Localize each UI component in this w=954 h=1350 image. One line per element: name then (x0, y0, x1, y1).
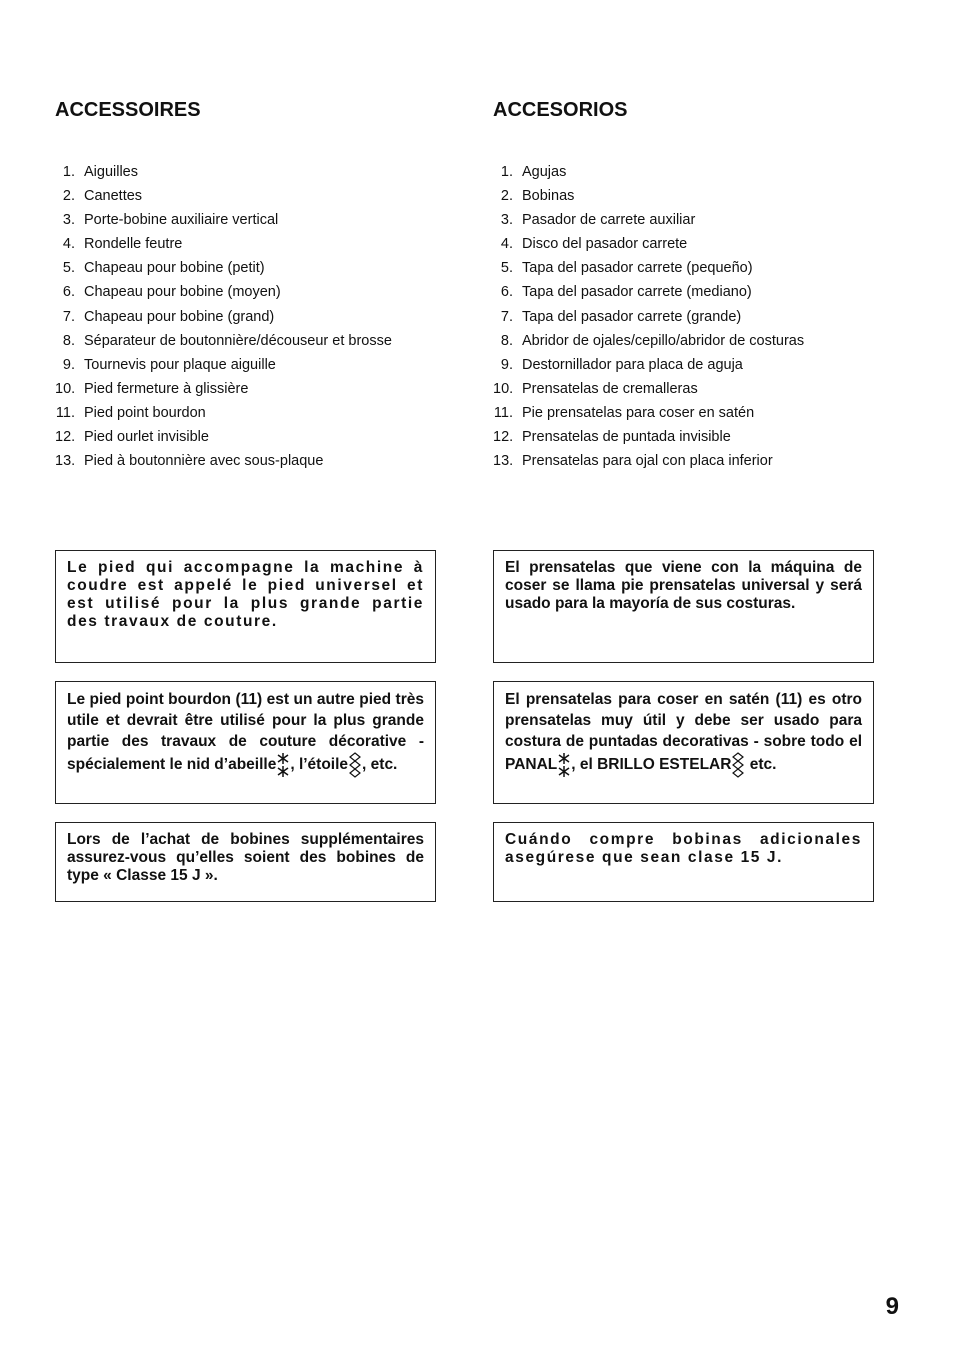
list-item: 11. Pied point bourdon (55, 404, 206, 421)
list-item: 2. Bobinas (500, 188, 575, 205)
accessory-list-es (493, 160, 878, 473)
list-item: 12. Prensatelas de puntada invisible (493, 429, 731, 446)
list-item: 11. Pie prensatelas para coser en satén (493, 404, 755, 421)
accessories-es (493, 96, 878, 470)
list-item: 4. Rondelle feutre (62, 236, 183, 253)
list-item: 6. Tapa del pasador carrete (mediano) (500, 284, 752, 301)
heading-fr: ACCESSOIRES (55, 99, 201, 121)
list-item: 1. Agujas (500, 164, 567, 180)
list-item: 2. Canettes (62, 188, 143, 205)
list-item: 3. Pasador de carrete auxiliar (500, 212, 696, 229)
list-item: 4. Disco del pasador carrete (500, 236, 688, 253)
note-bobbins-fr: Lors de l’achat de bobines supplémentaires assurez-vous qu’elles soient des bobines de type « Classe 15 J ». (55, 822, 436, 902)
list-item: 9. Destornillador para placa de aguja (500, 356, 743, 373)
heading-es: ACCESORIOS (493, 99, 628, 121)
list-item: 5. Tapa del pasador carrete (pequeño) (500, 260, 753, 277)
star-stitch-icon (731, 752, 745, 778)
list-item: 9. Tournevis pour plaque aiguille (62, 356, 276, 373)
list-item: 10. Prensatelas de cremalleras (493, 380, 698, 397)
accessories-fr (55, 96, 440, 470)
list-item: 7. Tapa del pasador carrete (grande) (500, 308, 742, 325)
honeycomb-stitch-icon (276, 752, 290, 778)
note-bobbins-es: Cuándo compre bobinas adicionales asegúrese que sean clase 15 J. (493, 822, 874, 902)
star-stitch-icon (348, 752, 362, 778)
note-satin-foot-fr: Le pied point bourdon (11) est un autre pied très utile et devrait être utilisé pour la plus grande partie des travaux de couture décorative - spécialement le nid d’abeille , l’étoile , etc. (55, 681, 436, 804)
note-universal-foot-fr: Le pied qui accompagne la machine à coudre est appelé le pied universel et est utilisé pour la plus grande partie des travaux de couture. (55, 550, 436, 663)
list-item: 12. Pied ourlet invisible (55, 429, 209, 446)
page-number: 9 (885, 1293, 899, 1320)
accessory-list-fr (55, 160, 440, 473)
note-satin-foot-es: El prensatelas para coser en satén (11) es otro prensatelas muy útil y debe ser usado para costura de puntadas decorativas - sobre todo el PANAL , el BRILLO ESTELAR etc. (493, 681, 874, 804)
list-item: 13. Pied à boutonnière avec sous-plaque (55, 453, 324, 470)
list-item: 5. Chapeau pour bobine (petit) (62, 260, 265, 277)
list-item: 6. Chapeau pour bobine (moyen) (62, 284, 281, 301)
note-universal-foot-es: El prensatelas que viene con la máquina de coser se llama pie prensatelas universal y será usado para la mayoría de sus costuras. (493, 550, 874, 663)
list-item: 3. Porte-bobine auxiliaire vertical (62, 212, 279, 229)
list-item: 10. Pied fermeture à glissière (55, 380, 249, 397)
list-item: 13. Prensatelas para ojal con placa inferior (493, 453, 773, 470)
list-item: 8. Séparateur de boutonnière/découseur et brosse (62, 332, 392, 349)
list-item: 1. Aiguilles (62, 164, 138, 180)
list-item: 7. Chapeau pour bobine (grand) (62, 308, 275, 325)
honeycomb-stitch-icon (557, 752, 571, 778)
list-item: 8. Abridor de ojales/cepillo/abridor de costuras (500, 332, 805, 349)
